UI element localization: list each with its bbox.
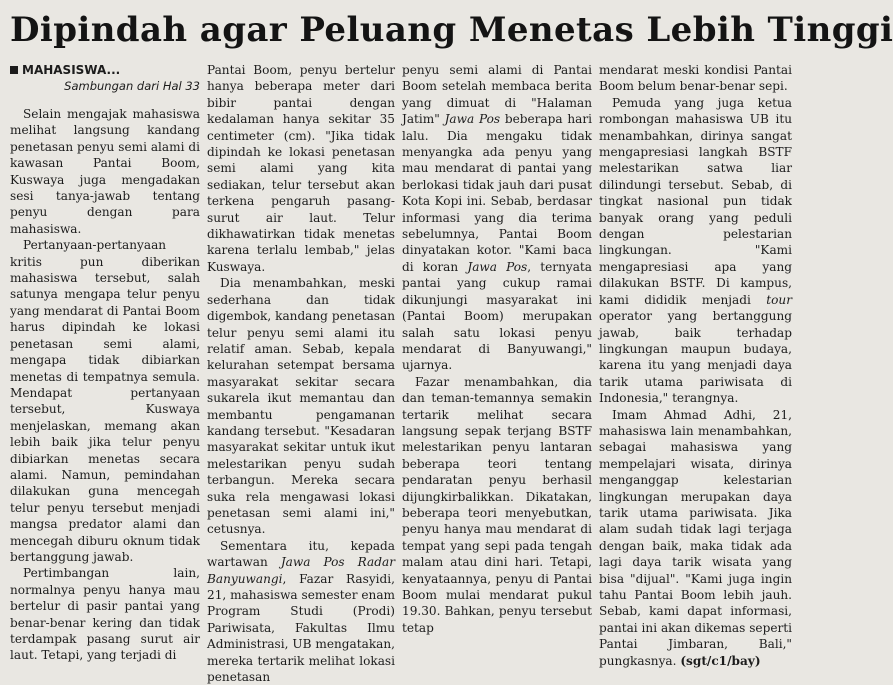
newspaper-name: Jawa Pos — [444, 112, 501, 127]
section-label — [10, 62, 200, 78]
paragraph: Pertimbangan lain, normalnya penyu hanya mau bertelur di pasir pantai yang benar-benar kering dan tidak terdampak pasang surut air laut. Tetapi, yang terjadi di — [10, 566, 200, 663]
paragraph: Pertanyaan-pertanyaan kritis pun diberikan mahasiswa tersebut, salah satunya mengapa telur penyu yang mendarat di Pantai Boom harus dipindah ke lokasi penetasan semi alami, mengapa tidak dibiarkan menetas di tempatnya semula. Mendapat pertanyaan tersebut, Kuswaya menjelaskan, memang akan lebih baik jika telur penyu dibiarkan menetas secara alami. Namun, pemindahan dilakukan guna mencegah telur penyu tersebut menjadi mangsa predator alami dan mencegah diburu oknum tidak bertanggung jawab. — [10, 238, 200, 564]
paragraph — [207, 538, 395, 685]
article-column-3 — [402, 62, 592, 635]
text-run: beberapa hari lalu. Dia mengaku tidak menyangka ada penyu yang mau mendarat di pantai yang berlokasi tidak jauh dari pusat Kota Kopi ini. Sebab, berdasar informasi yang dia terima sebelumnya, Pantai Boom dinyatakan kotor. "Kami baca di koran — [402, 112, 592, 274]
paragraph: Selain mengajak mahasiswa melihat langsung kandang penetasan penyu semi alami di kawasan Pantai Boom, Kuswaya juga mengadakan sesi tanya-jawab tentang penyu dengan para mahasiswa. — [10, 107, 200, 236]
paragraph: Pantai Boom, penyu bertelur hanya beberapa meter dari bibir pantai dengan kedalaman hanya sekitar 35 centimeter (cm). "Jika tidak dipindah ke lokasi penetasan semi alami yang kita sediakan, telur tersebut akan terkena pengaruh pasang-surut air laut. Telur dikhawatirkan tidak menetas karena terlalu lembab," jelas Kuswaya. — [207, 63, 395, 274]
paragraph: mendarat meski kondisi Pantai Boom belum benar-benar sepi. — [599, 63, 792, 94]
article-column-2 — [207, 62, 395, 685]
continuation-note: Sambungan dari Hal 33 — [64, 79, 200, 93]
text-run: operator yang bertanggung jawab, baik terhadap lingkungan maupun budaya, karena itu yang menjadi daya tarik utama pariwisata di Indonesia," terangnya. — [599, 309, 792, 406]
paragraph — [599, 95, 792, 407]
newspaper-name: Jawa Pos Radar Banyuwangi — [207, 555, 395, 586]
text-run: penyu semi alami di Pantai Boom setelah membaca berita yang dimuat di "Halaman Jatim" — [402, 63, 592, 127]
paragraph: Fazar menambahkan, dia dan teman-temannya semakin tertarik melihat secara langsung sepak terjang BSTF melestarikan penyu lantaran beberapa teori tentang pendaratan penyu berhasil dijungkirbalikkan. Dikatakan, beberapa teori menyebutkan, penyu hanya mau mendarat di tempat yang sepi pada tengah malam atau dini hari. Tetapi, kenyataannya, penyu di Pantai Boom mulai mendarat pukul 19.30. Bahkan, penyu tersebut tetap — [402, 374, 592, 635]
article-column-4 — [599, 62, 792, 668]
article-headline: Dipindah agar Peluang Menetas Lebih Tinggi — [10, 10, 893, 50]
paragraph — [402, 62, 592, 374]
paragraph: Dia menambahkan, meski sederhana dan tidak digembok, kandang penetasan telur penyu semi alami itu relatif aman. Sebab, kepala kelurahan setempat bersama masyarakat sekitar secara sukarela ikut memantau dan membantu pengamanan kandang tersebut. "Kesadaran masyarakat sekitar untuk ikut melestarikan penyu sudah terbangun. Mereka secara suka rela mengawasi lokasi penetasan semi alami ini," cetusnya. — [207, 276, 395, 537]
italic-term: tour — [766, 292, 792, 307]
text-run: Pemuda yang juga ketua rombongan mahasiswa UB itu menambahkan, dirinya sangat mengapresiasi langkah BSTF melestarikan satwa liar dilindungi tersebut. Sebab, di tingkat nasional pun tidak banyak orang yang peduli dengan pelestarian lingkungan. "Kami mengapresiasi apa yang dilakukan BSTF. Di kampus, kami dididik menjadi — [599, 95, 792, 307]
article-column-1 — [10, 62, 200, 663]
section-label-text: MAHASISWA... — [22, 63, 121, 77]
square-bullet-icon — [10, 66, 18, 74]
text-run: Imam Ahmad Adhi, 21, mahasiswa lain menambahkan, sebagai mahasiswa yang mempelajari wisata, dirinya menganggap kelestarian lingkungan merupakan daya tarik utama pariwisata. Jika alam sudah tidak lagi terjaga dengan baik, maka tidak ada lagi daya tarik wisata yang bisa "dijual". "Kami juga ingin tahu Pantai Boom lebih jauh. Sebab, kami dapat informasi, pantai ini akan dikemas seperti Pantai Jimbaran, Bali," pungkasnya. — [599, 407, 792, 668]
text-run: Sementara itu, kepada wartawan — [207, 538, 395, 570]
text-run: , ternyata pantai yang cukup ramai dikunjungi masyarakat ini (Pantai Boom) merupakan salah satu lokasi penyu mendarat di Banyuwangi," ujarnya. — [402, 259, 592, 373]
paragraph — [599, 407, 792, 670]
text-run: , Fazar Rasyidi, 21, mahasiswa semester enam Program Studi (Prodi) Pariwisata, Fakultas Ilmu Administrasi, UB mengatakan, mereka tertarik melihat lokasi penetasan — [207, 571, 395, 685]
newspaper-name: Jawa Pos — [467, 259, 528, 274]
author-signature: (sgt/c1/bay) — [680, 653, 761, 668]
